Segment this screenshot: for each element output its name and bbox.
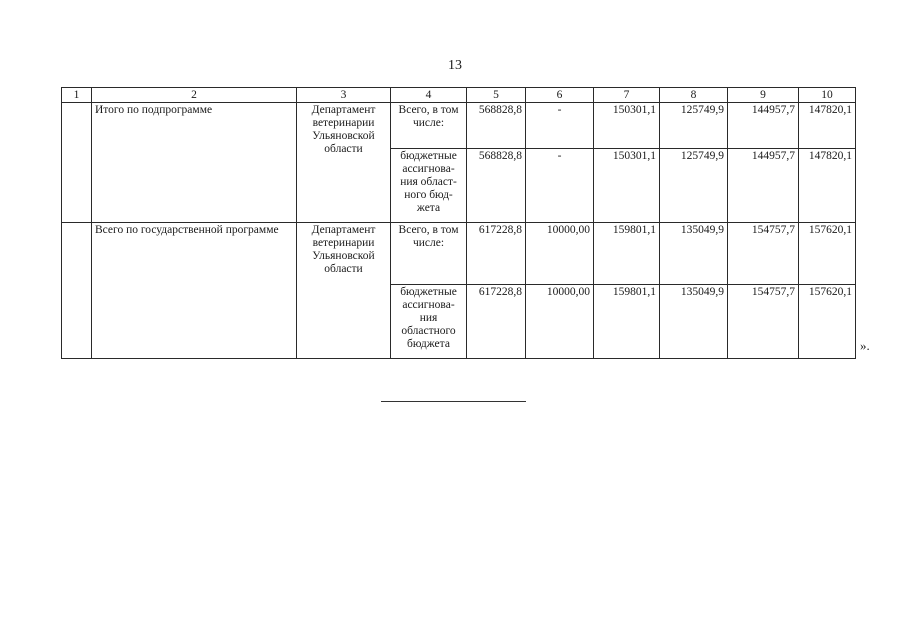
- funding-source: Всего, в том числе:: [391, 103, 467, 149]
- value-cell: 147820,1: [799, 149, 856, 223]
- value-cell: 157620,1: [799, 223, 856, 285]
- value-cell: 10000,00: [526, 285, 594, 359]
- table-row: [62, 103, 856, 149]
- value-cell: 568828,8: [467, 149, 526, 223]
- column-header: 5: [467, 88, 526, 103]
- value-cell: 157620,1: [799, 285, 856, 359]
- value-cell: 568828,8: [467, 103, 526, 149]
- page-number: 13: [448, 58, 462, 73]
- value-cell: 617228,8: [467, 285, 526, 359]
- value-cell: 10000,00: [526, 223, 594, 285]
- funding-source: Всего, в том числе:: [391, 223, 467, 285]
- section-title: Итого по подпрограмме: [92, 103, 297, 223]
- empty-cell: [62, 223, 92, 359]
- column-header: 10: [799, 88, 856, 103]
- value-cell: -: [526, 149, 594, 223]
- value-cell: 135049,9: [660, 223, 728, 285]
- value-cell: 154757,7: [728, 285, 799, 359]
- empty-cell: [62, 103, 92, 223]
- value-cell: 125749,9: [660, 149, 728, 223]
- value-cell: 144957,7: [728, 103, 799, 149]
- section-title: Всего по государственной программе: [92, 223, 297, 359]
- value-cell: -: [526, 103, 594, 149]
- value-cell: 144957,7: [728, 149, 799, 223]
- value-cell: 617228,8: [467, 223, 526, 285]
- column-header: 6: [526, 88, 594, 103]
- value-cell: 154757,7: [728, 223, 799, 285]
- funding-source: бюджетные ассигнова-ния областного бюджета: [391, 285, 467, 359]
- value-cell: 159801,1: [594, 285, 660, 359]
- column-header: 7: [594, 88, 660, 103]
- column-header: 2: [92, 88, 297, 103]
- column-number-row: [62, 88, 856, 103]
- column-header: 4: [391, 88, 467, 103]
- column-header: 1: [62, 88, 92, 103]
- value-cell: 159801,1: [594, 223, 660, 285]
- funding-source: бюджетные ассигнова-ния област-ного бюд-жета: [391, 149, 467, 223]
- value-cell: 150301,1: [594, 149, 660, 223]
- value-cell: 135049,9: [660, 285, 728, 359]
- column-header: 3: [297, 88, 391, 103]
- value-cell: 150301,1: [594, 103, 660, 149]
- table-row: [62, 223, 856, 285]
- value-cell: 125749,9: [660, 103, 728, 149]
- budget-table: [61, 87, 856, 359]
- closing-quote-mark: ».: [860, 338, 870, 353]
- column-header: 9: [728, 88, 799, 103]
- department-cell: Департамент ветеринарии Ульяновской области: [297, 223, 391, 359]
- value-cell: 147820,1: [799, 103, 856, 149]
- column-header: 8: [660, 88, 728, 103]
- department-cell: Департамент ветеринарии Ульяновской области: [297, 103, 391, 223]
- separator-line: [381, 401, 526, 402]
